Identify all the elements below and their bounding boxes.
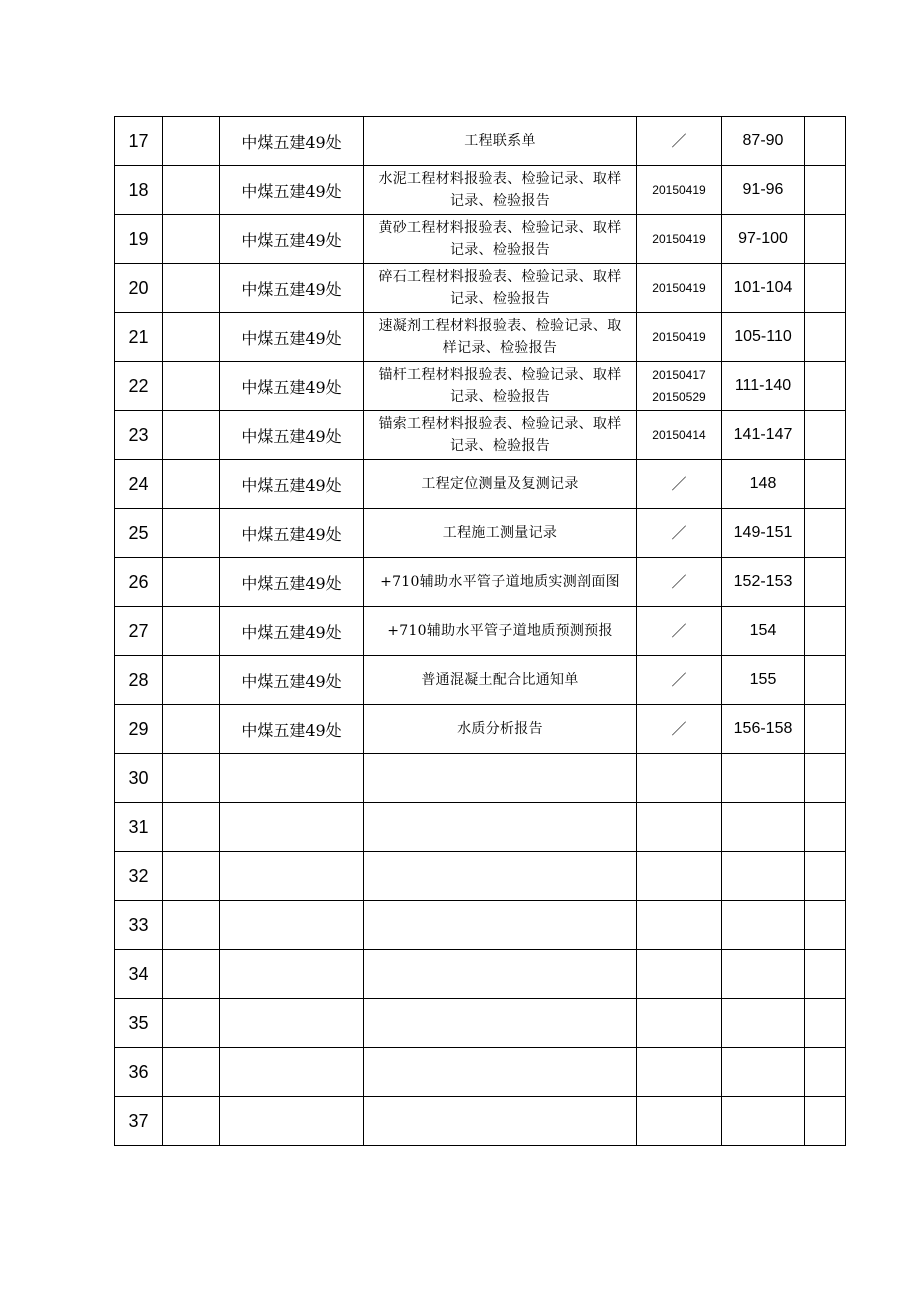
sub-number-cell (163, 166, 220, 215)
sub-number-cell (163, 901, 220, 950)
document-name-cell (364, 754, 637, 803)
date-cell (637, 1048, 722, 1097)
date-cell (637, 607, 722, 656)
document-name-cell (364, 705, 637, 754)
document-name-cell (364, 901, 637, 950)
unit-cell (220, 1097, 364, 1146)
table-row (115, 558, 846, 607)
date-cell (637, 656, 722, 705)
date-cell (637, 362, 722, 411)
date-cell (637, 999, 722, 1048)
page-range-cell (722, 901, 805, 950)
document-name-line: 黄砂工程材料报验表、检验记录、取样 (378, 220, 622, 236)
table-row (115, 1048, 846, 1097)
sub-number-cell (163, 705, 220, 754)
remarks-cell (805, 460, 846, 509)
row-number-cell: 30 (115, 754, 163, 803)
table-row (115, 607, 846, 656)
remarks-cell (805, 901, 846, 950)
document-name-line: 速凝剂工程材料报验表、检验记录、取 (378, 318, 622, 334)
document-name-line: 记录、检验报告 (449, 438, 551, 454)
unit-cell (220, 999, 364, 1048)
remarks-cell (805, 117, 846, 166)
unit-cell: 中煤五建49处 (220, 607, 364, 656)
row-number-cell: 17 (115, 117, 163, 166)
table-body (115, 117, 846, 1146)
unit-cell: 中煤五建49处 (220, 460, 364, 509)
date-cell (637, 509, 722, 558)
sub-number-cell (163, 803, 220, 852)
date-cell (637, 264, 722, 313)
document-name-cell (364, 362, 637, 411)
sub-number-cell (163, 999, 220, 1048)
document-name-line: 水泥工程材料报验表、检验记录、取样 (378, 171, 622, 187)
document-name-cell (364, 656, 637, 705)
page-range-cell: 141-147 (722, 411, 805, 460)
page-range-cell: 87-90 (722, 117, 805, 166)
document-name-line: 工程施工测量记录 (442, 525, 558, 541)
document-name-cell (364, 607, 637, 656)
unit-cell (220, 754, 364, 803)
date-cell (637, 558, 722, 607)
table-row (115, 362, 846, 411)
unit-cell: 中煤五建49处 (220, 215, 364, 264)
document-name-line: 工程定位测量及复测记录 (421, 476, 579, 492)
document-name-line: 普通混凝土配合比通知单 (421, 672, 579, 688)
document-name-cell (364, 950, 637, 999)
remarks-cell (805, 362, 846, 411)
sub-number-cell (163, 460, 220, 509)
row-number-cell: 24 (115, 460, 163, 509)
sub-number-cell (163, 950, 220, 999)
table-row (115, 999, 846, 1048)
unit-cell: 中煤五建49处 (220, 705, 364, 754)
document-name-line: +710辅助水平管子道地质预测预报 (387, 623, 613, 639)
document-name-line: 样记录、检验报告 (442, 340, 558, 356)
unit-cell: 中煤五建49处 (220, 509, 364, 558)
table-row (115, 166, 846, 215)
table-row (115, 264, 846, 313)
sub-number-cell (163, 264, 220, 313)
sub-number-cell (163, 607, 220, 656)
row-number-cell: 35 (115, 999, 163, 1048)
unit-cell (220, 901, 364, 950)
row-number-cell: 32 (115, 852, 163, 901)
remarks-cell (805, 999, 846, 1048)
row-number-cell: 20 (115, 264, 163, 313)
document-index-table (114, 116, 846, 1146)
row-number-cell: 21 (115, 313, 163, 362)
document-name-line: 记录、检验报告 (449, 193, 551, 209)
date-line: ／ (671, 475, 687, 493)
row-number-cell: 33 (115, 901, 163, 950)
sub-number-cell (163, 558, 220, 607)
table-row (115, 215, 846, 264)
page-range-cell: 111-140 (722, 362, 805, 411)
document-name-cell (364, 411, 637, 460)
row-number-cell: 29 (115, 705, 163, 754)
table-row (115, 411, 846, 460)
date-cell (637, 411, 722, 460)
unit-cell: 中煤五建49处 (220, 117, 364, 166)
sub-number-cell (163, 509, 220, 558)
row-number-cell: 36 (115, 1048, 163, 1097)
unit-cell: 中煤五建49处 (220, 411, 364, 460)
page-range-cell: 156-158 (722, 705, 805, 754)
page-range-cell: 101-104 (722, 264, 805, 313)
page-range-cell (722, 999, 805, 1048)
date-line: 20150419 (652, 183, 706, 197)
row-number-cell: 34 (115, 950, 163, 999)
date-cell (637, 313, 722, 362)
sub-number-cell (163, 656, 220, 705)
row-number-cell: 37 (115, 1097, 163, 1146)
sub-number-cell (163, 362, 220, 411)
document-name-line: 碎石工程材料报验表、检验记录、取样 (378, 269, 622, 285)
date-line: ／ (671, 524, 687, 542)
document-name-cell (364, 852, 637, 901)
date-line: ／ (671, 573, 687, 591)
date-line: 20150417 (652, 368, 706, 382)
remarks-cell (805, 215, 846, 264)
date-line: ／ (671, 671, 687, 689)
document-name-line: 锚索工程材料报验表、检验记录、取样 (378, 416, 622, 432)
document-name-line: 记录、检验报告 (449, 291, 551, 307)
unit-cell (220, 1048, 364, 1097)
date-line: ／ (671, 132, 687, 150)
table-row (115, 460, 846, 509)
document-name-line: +710辅助水平管子道地质实测剖面图 (380, 574, 620, 590)
date-cell (637, 117, 722, 166)
table-row (115, 950, 846, 999)
unit-cell: 中煤五建49处 (220, 362, 364, 411)
remarks-cell (805, 313, 846, 362)
remarks-cell (805, 558, 846, 607)
remarks-cell (805, 509, 846, 558)
document-name-cell (364, 460, 637, 509)
remarks-cell (805, 803, 846, 852)
remarks-cell (805, 950, 846, 999)
page-range-cell (722, 1097, 805, 1146)
document-name-cell (364, 117, 637, 166)
row-number-cell: 27 (115, 607, 163, 656)
sub-number-cell (163, 1097, 220, 1146)
document-name-line: 记录、检验报告 (449, 389, 551, 405)
unit-cell: 中煤五建49处 (220, 166, 364, 215)
date-cell (637, 803, 722, 852)
document-name-cell (364, 558, 637, 607)
row-number-cell: 18 (115, 166, 163, 215)
sub-number-cell (163, 411, 220, 460)
date-cell (637, 754, 722, 803)
remarks-cell (805, 754, 846, 803)
remarks-cell (805, 166, 846, 215)
unit-cell (220, 852, 364, 901)
remarks-cell (805, 607, 846, 656)
page-range-cell: 148 (722, 460, 805, 509)
date-cell (637, 852, 722, 901)
unit-cell: 中煤五建49处 (220, 558, 364, 607)
table-row (115, 754, 846, 803)
table-row (115, 803, 846, 852)
sub-number-cell (163, 852, 220, 901)
row-number-cell: 19 (115, 215, 163, 264)
date-line: 20150419 (652, 330, 706, 344)
unit-cell: 中煤五建49处 (220, 264, 364, 313)
unit-cell: 中煤五建49处 (220, 313, 364, 362)
document-name-cell (364, 999, 637, 1048)
date-cell (637, 950, 722, 999)
document-name-cell (364, 264, 637, 313)
date-cell (637, 901, 722, 950)
sub-number-cell (163, 1048, 220, 1097)
document-name-line: 记录、检验报告 (449, 242, 551, 258)
remarks-cell (805, 1048, 846, 1097)
date-cell (637, 705, 722, 754)
table-row (115, 509, 846, 558)
date-line: ／ (671, 720, 687, 738)
document-name-cell (364, 313, 637, 362)
page-range-cell (722, 1048, 805, 1097)
table-row (115, 117, 846, 166)
row-number-cell: 23 (115, 411, 163, 460)
remarks-cell (805, 411, 846, 460)
document-name-line: 工程联系单 (464, 133, 536, 149)
page-range-cell (722, 950, 805, 999)
page-range-cell (722, 852, 805, 901)
page-range-cell: 154 (722, 607, 805, 656)
table-row (115, 852, 846, 901)
document-name-line: 水质分析报告 (457, 721, 543, 737)
row-number-cell: 28 (115, 656, 163, 705)
unit-cell: 中煤五建49处 (220, 656, 364, 705)
document-name-cell (364, 803, 637, 852)
date-cell (637, 166, 722, 215)
remarks-cell (805, 656, 846, 705)
date-cell (637, 1097, 722, 1146)
date-cell (637, 215, 722, 264)
date-line: 20150529 (652, 390, 706, 404)
remarks-cell (805, 1097, 846, 1146)
page-range-cell: 155 (722, 656, 805, 705)
row-number-cell: 25 (115, 509, 163, 558)
sub-number-cell (163, 117, 220, 166)
sub-number-cell (163, 215, 220, 264)
page-range-cell (722, 754, 805, 803)
document-name-line: 锚杆工程材料报验表、检验记录、取样 (378, 367, 622, 383)
table-row (115, 705, 846, 754)
date-line: 20150414 (652, 428, 706, 442)
page-range-cell: 105-110 (722, 313, 805, 362)
table-row (115, 656, 846, 705)
unit-cell (220, 950, 364, 999)
table-row (115, 1097, 846, 1146)
sub-number-cell (163, 754, 220, 803)
page-range-cell: 91-96 (722, 166, 805, 215)
date-cell (637, 460, 722, 509)
page-range-cell: 149-151 (722, 509, 805, 558)
date-line: ／ (671, 622, 687, 640)
page-range-cell: 152-153 (722, 558, 805, 607)
table-row (115, 901, 846, 950)
remarks-cell (805, 264, 846, 313)
remarks-cell (805, 852, 846, 901)
unit-cell (220, 803, 364, 852)
page-range-cell: 97-100 (722, 215, 805, 264)
document-name-cell (364, 215, 637, 264)
page-range-cell (722, 803, 805, 852)
document-name-cell (364, 1097, 637, 1146)
row-number-cell: 31 (115, 803, 163, 852)
row-number-cell: 22 (115, 362, 163, 411)
table-row (115, 313, 846, 362)
remarks-cell (805, 705, 846, 754)
document-name-cell (364, 509, 637, 558)
date-line: 20150419 (652, 232, 706, 246)
sub-number-cell (163, 313, 220, 362)
document-name-cell (364, 166, 637, 215)
date-line: 20150419 (652, 281, 706, 295)
row-number-cell: 26 (115, 558, 163, 607)
document-name-cell (364, 1048, 637, 1097)
